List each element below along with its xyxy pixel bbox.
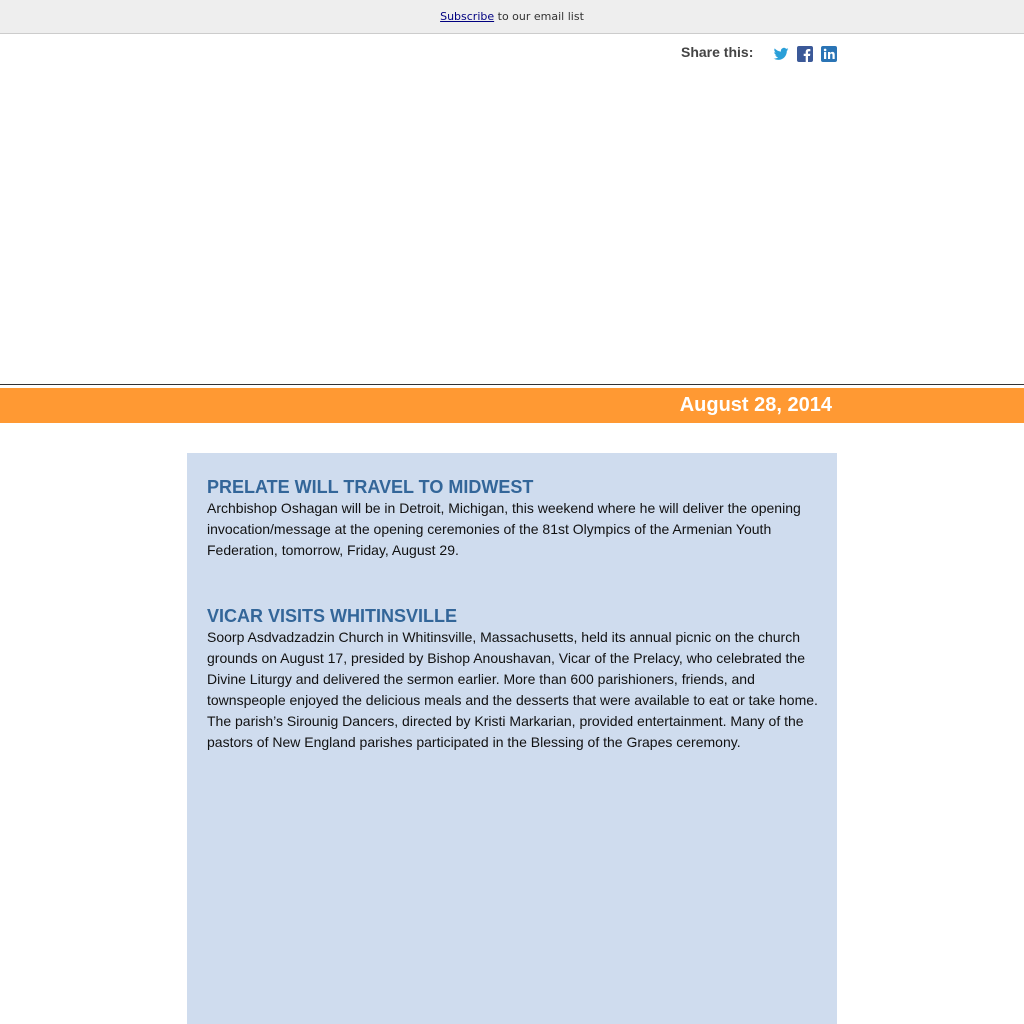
subscribe-link[interactable]: Subscribe: [440, 10, 495, 23]
article-vicar-visits: [207, 605, 821, 753]
article-title: VICAR VISITS WHITINSVILLE: [207, 606, 458, 626]
share-label: Share this:: [681, 44, 754, 60]
date-banner: [0, 388, 1024, 423]
article-prelate-travel: [207, 476, 821, 561]
article-body: Soorp Asdvadzadzin Church in Whitinsville, Massachusetts, held its annual picnic on the church grounds on August 17, presided by Bishop Anoushavan, Vicar of the Prelacy, who celebrated the Divine Liturgy and delivered the sermon earlier. More than 600 parishioners, friends, and townspeople enjoyed the delicious meals and the desserts that were available to eat or take home. The parish’s Sirounig Dancers, directed by Kristi Markarian, provided entertainment. Many of the pastors of New England parishes participated in the Blessing of the Grapes ceremony.: [207, 629, 818, 750]
header-divider: [0, 384, 1024, 385]
subscribe-suffix: to our email list: [494, 10, 584, 23]
article-body: Archbishop Oshagan will be in Detroit, Michigan, this weekend where he will deliver the opening invocation/message at the opening ceremonies of the 81st Olympics of the Armenian Youth Federation, tomorrow, Friday, August 29.: [207, 500, 801, 558]
content-panel: [187, 453, 837, 1024]
share-bar: [681, 44, 837, 64]
twitter-icon[interactable]: [773, 46, 789, 62]
linkedin-icon[interactable]: [821, 46, 837, 62]
issue-date: August 28, 2014: [679, 394, 832, 416]
article-title: PRELATE WILL TRAVEL TO MIDWEST: [207, 477, 534, 497]
facebook-icon[interactable]: [797, 46, 813, 62]
top-bar: [0, 0, 1024, 34]
